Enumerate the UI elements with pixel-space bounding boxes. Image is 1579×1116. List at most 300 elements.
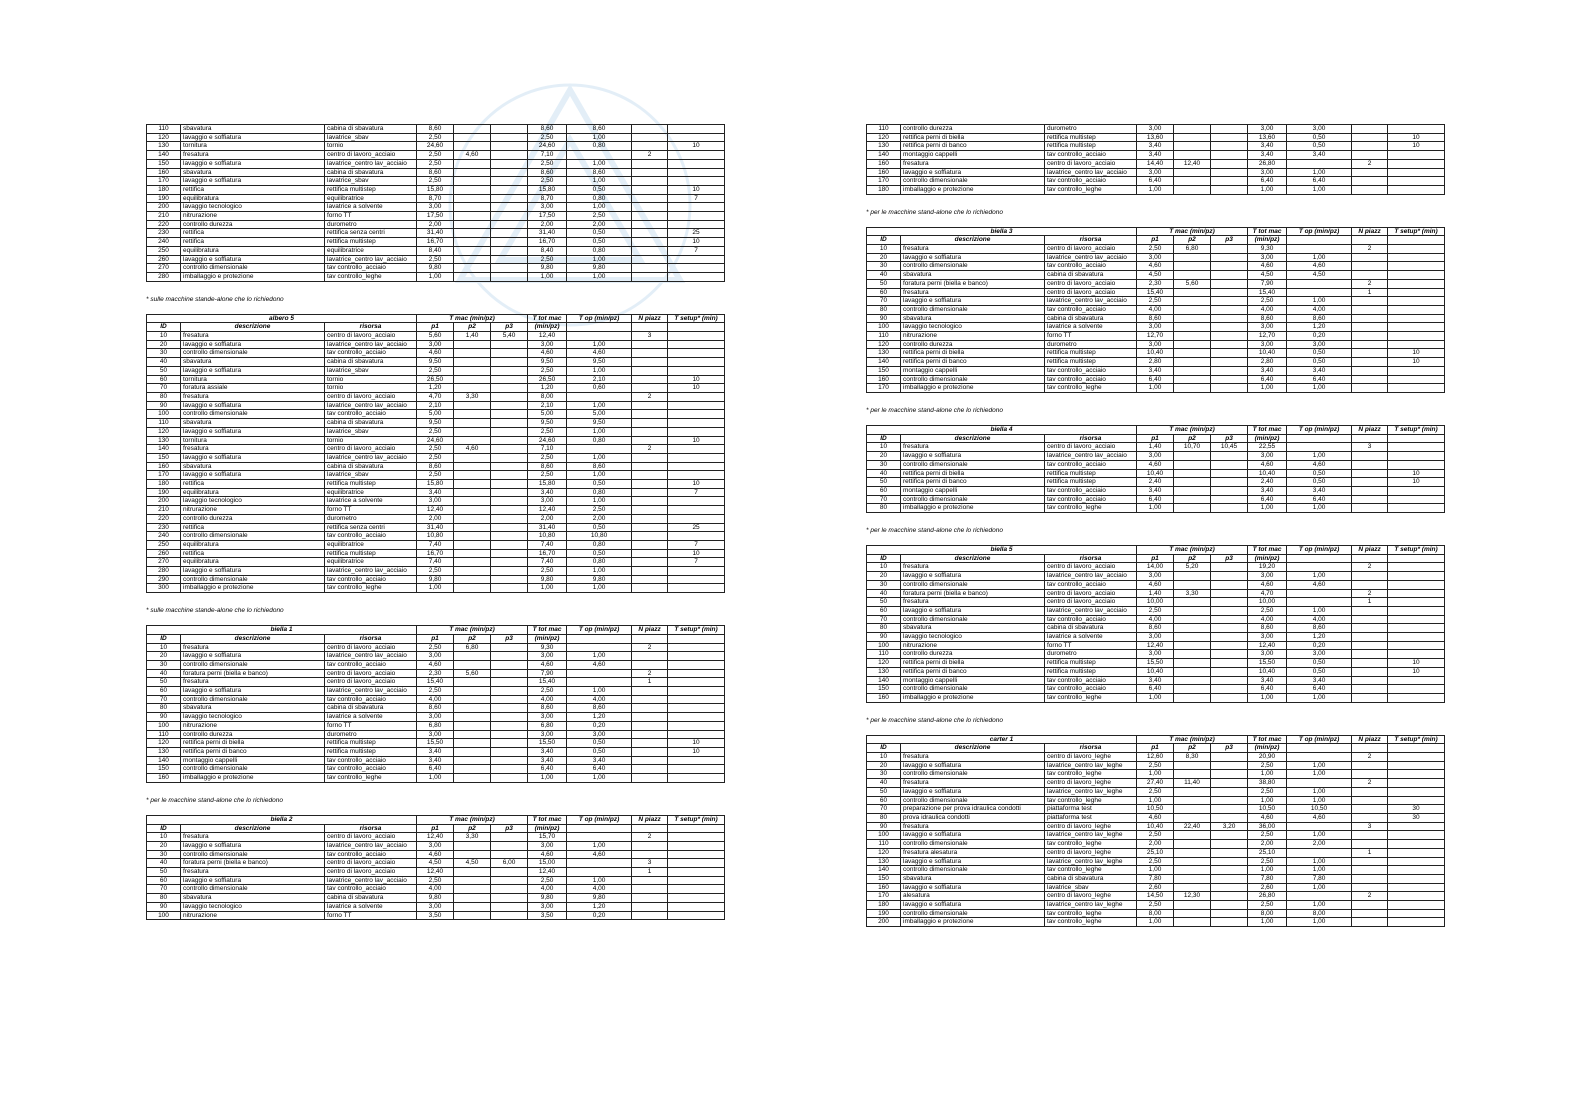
cell-p3 bbox=[491, 159, 528, 168]
cell-p3 bbox=[491, 392, 528, 401]
cell-npiazz: 2 bbox=[632, 669, 668, 678]
cell-npiazz bbox=[1352, 297, 1388, 306]
cell-ttot: 4,50 bbox=[1248, 271, 1287, 280]
header-ttot: T tot mac bbox=[528, 626, 567, 635]
cell-p2 bbox=[1174, 504, 1211, 513]
cell-desc: lavaggio e soffiatura bbox=[901, 297, 1045, 306]
cell-id: 100 bbox=[147, 410, 181, 419]
cell-p1: 2,50 bbox=[417, 177, 454, 186]
table-row bbox=[867, 443, 1445, 452]
header-id: ID bbox=[867, 236, 901, 245]
header-npiazz: N piazz bbox=[1352, 425, 1388, 434]
cell-p1: 12,40 bbox=[417, 868, 454, 877]
cell-top: 0,50 bbox=[1287, 667, 1352, 676]
cell-id: 30 bbox=[147, 349, 181, 358]
cell-p1: 2,50 bbox=[417, 567, 454, 576]
cell-p1: 12,40 bbox=[417, 833, 454, 842]
cell-top: 1,00 bbox=[567, 177, 632, 186]
cell-p3 bbox=[1211, 918, 1248, 927]
cell-p2 bbox=[1174, 288, 1211, 297]
cell-id: 110 bbox=[147, 419, 181, 428]
cell-top: 1,00 bbox=[567, 567, 632, 576]
cell-p1: 3,40 bbox=[1137, 151, 1174, 160]
cell-setup bbox=[668, 567, 725, 576]
cell-p2 bbox=[454, 410, 491, 419]
cell-desc: lavaggio tecnologico bbox=[901, 323, 1045, 332]
cell-desc: imballaggio e protezione bbox=[901, 384, 1045, 393]
cell-p1: 10,80 bbox=[417, 532, 454, 541]
cell-id: 180 bbox=[867, 185, 901, 194]
cell-ttot: 7,40 bbox=[528, 540, 567, 549]
cell-desc: controllo dimensionale bbox=[901, 770, 1045, 779]
cell-npiazz: 1 bbox=[1352, 288, 1388, 297]
cell-p3 bbox=[491, 523, 528, 532]
cell-desc: controllo dimensionale bbox=[901, 866, 1045, 875]
table-row bbox=[147, 488, 725, 497]
cell-id: 170 bbox=[147, 177, 181, 186]
cell-p1: 10,40 bbox=[1137, 822, 1174, 831]
cell-npiazz bbox=[632, 133, 668, 142]
cell-desc: controllo durezza bbox=[901, 125, 1045, 134]
cell-p2 bbox=[1174, 253, 1211, 262]
cell-setup bbox=[1388, 779, 1445, 788]
cell-desc: controllo durezza bbox=[181, 514, 325, 523]
cell-id: 110 bbox=[147, 125, 181, 134]
cell-p2 bbox=[454, 419, 491, 428]
cell-desc: equilibratura bbox=[181, 246, 325, 255]
cell-desc: lavaggio e soffiatura bbox=[901, 857, 1045, 866]
table-row bbox=[147, 868, 725, 877]
cell-npiazz bbox=[1352, 305, 1388, 314]
cell-p1: 3,00 bbox=[1137, 125, 1174, 134]
cell-top: 3,40 bbox=[1287, 151, 1352, 160]
cell-p1: 3,00 bbox=[1137, 650, 1174, 659]
cell-npiazz bbox=[632, 902, 668, 911]
cell-p1: 3,40 bbox=[1137, 486, 1174, 495]
cell-npiazz bbox=[632, 765, 668, 774]
cell-p1: 27,40 bbox=[1137, 779, 1174, 788]
table-title: biella 3 bbox=[867, 227, 1137, 236]
cell-p1: 2,50 bbox=[417, 687, 454, 696]
cell-npiazz bbox=[632, 532, 668, 541]
cell-setup bbox=[668, 850, 725, 859]
cell-setup: 7 bbox=[668, 558, 725, 567]
cell-p3 bbox=[491, 401, 528, 410]
cell-ttot: 2,50 bbox=[1248, 857, 1287, 866]
cell-ttot: 31,40 bbox=[528, 523, 567, 532]
cell-p3 bbox=[1211, 495, 1248, 504]
cell-npiazz bbox=[632, 238, 668, 247]
table-row bbox=[147, 730, 725, 739]
cell-p3 bbox=[491, 643, 528, 652]
cell-res: centro di lavoro_acciaio bbox=[1045, 245, 1137, 254]
cell-res: durometro bbox=[325, 220, 417, 229]
cell-ttot: 4,60 bbox=[528, 660, 567, 669]
cell-id: 20 bbox=[867, 572, 901, 581]
header-id: ID bbox=[147, 323, 181, 332]
cell-p3 bbox=[491, 436, 528, 445]
cell-res: tav controllo_acciaio bbox=[325, 695, 417, 704]
cell-id: 170 bbox=[147, 471, 181, 480]
cell-res: centro di lavoro_acciaio bbox=[325, 678, 417, 687]
cell-p2 bbox=[454, 185, 491, 194]
cell-setup: 7 bbox=[668, 488, 725, 497]
cell-p1: 15,80 bbox=[417, 185, 454, 194]
cell-npiazz bbox=[1352, 580, 1388, 589]
header-id: ID bbox=[147, 634, 181, 643]
cell-p2 bbox=[454, 471, 491, 480]
cell-id: 60 bbox=[867, 486, 901, 495]
cell-top: 4,60 bbox=[1287, 460, 1352, 469]
header-npiazz: N piazz bbox=[1352, 735, 1388, 744]
table-row bbox=[147, 272, 725, 281]
cell-res: equilibratrice bbox=[325, 194, 417, 203]
cell-res: forno TT bbox=[325, 212, 417, 221]
cell-p1: 9,80 bbox=[417, 264, 454, 273]
cell-id: 90 bbox=[147, 902, 181, 911]
cell-npiazz bbox=[1352, 366, 1388, 375]
table-row bbox=[147, 506, 725, 515]
cell-desc: lavaggio e soffiatura bbox=[181, 401, 325, 410]
cell-p1: 4,00 bbox=[1137, 305, 1174, 314]
cell-p3 bbox=[1211, 866, 1248, 875]
cell-id: 150 bbox=[147, 453, 181, 462]
cell-desc: sbavatura bbox=[181, 704, 325, 713]
cell-p2 bbox=[1174, 814, 1211, 823]
cell-npiazz bbox=[632, 264, 668, 273]
cell-setup: 10 bbox=[668, 375, 725, 384]
table-row bbox=[147, 859, 725, 868]
table-row bbox=[147, 652, 725, 661]
cell-desc: foratura perni (biella e banco) bbox=[181, 859, 325, 868]
cell-desc: rettifica perni di banco bbox=[901, 478, 1045, 487]
cell-top: 0,50 bbox=[567, 238, 632, 247]
cell-top bbox=[567, 868, 632, 877]
cell-ttot: 9,80 bbox=[528, 894, 567, 903]
cell-top: 1,00 bbox=[567, 255, 632, 264]
table-row bbox=[867, 452, 1445, 461]
table-row bbox=[867, 624, 1445, 633]
cell-p1: 2,50 bbox=[417, 471, 454, 480]
process-table bbox=[866, 227, 1445, 393]
cell-ttot: 4,00 bbox=[1248, 615, 1287, 624]
process-table bbox=[866, 545, 1445, 703]
cell-desc: controllo dimensionale bbox=[181, 349, 325, 358]
cell-res: rettifica multistep bbox=[1045, 133, 1137, 142]
cell-desc: imballaggio e protezione bbox=[901, 918, 1045, 927]
header-setup: T setup* (min) bbox=[1388, 546, 1445, 555]
cell-p3 bbox=[491, 366, 528, 375]
cell-ttot: 3,50 bbox=[528, 911, 567, 920]
cell-res: lavatrice_centro lav_leghe bbox=[1045, 787, 1137, 796]
cell-desc: fresatura bbox=[181, 678, 325, 687]
cell-p1: 6,80 bbox=[417, 721, 454, 730]
cell-desc: lavaggio e soffiatura bbox=[181, 841, 325, 850]
cell-top: 3,00 bbox=[1287, 125, 1352, 134]
cell-res: durometro bbox=[325, 514, 417, 523]
cell-top: 0,50 bbox=[567, 480, 632, 489]
cell-desc: rettifica bbox=[181, 185, 325, 194]
left-column bbox=[146, 124, 724, 920]
cell-p3 bbox=[1211, 349, 1248, 358]
cell-id: 80 bbox=[147, 894, 181, 903]
cell-npiazz bbox=[1352, 253, 1388, 262]
cell-p3 bbox=[1211, 848, 1248, 857]
cell-p1: 10,40 bbox=[1137, 667, 1174, 676]
cell-setup: 10 bbox=[668, 238, 725, 247]
cell-npiazz bbox=[1352, 384, 1388, 393]
cell-p2: 4,50 bbox=[454, 859, 491, 868]
cell-ttot: 31,40 bbox=[528, 229, 567, 238]
cell-setup bbox=[1388, 848, 1445, 857]
cell-npiazz bbox=[1352, 314, 1388, 323]
cell-top: 4,60 bbox=[1287, 580, 1352, 589]
cell-desc: rettifica perni di biella bbox=[901, 659, 1045, 668]
cell-id: 80 bbox=[867, 624, 901, 633]
header-descrizione: descrizione bbox=[901, 434, 1045, 443]
cell-id: 50 bbox=[867, 279, 901, 288]
header-p2: p2 bbox=[1174, 236, 1211, 245]
cell-p3 bbox=[1211, 563, 1248, 572]
cell-ttot: 26,80 bbox=[1248, 159, 1287, 168]
cell-ttot: 2,50 bbox=[528, 687, 567, 696]
cell-res: rettifica multistep bbox=[1045, 659, 1137, 668]
cell-setup bbox=[1388, 615, 1445, 624]
cell-p3 bbox=[491, 911, 528, 920]
header-descrizione: descrizione bbox=[181, 323, 325, 332]
cell-p3 bbox=[1211, 305, 1248, 314]
cell-ttot: 24,60 bbox=[528, 142, 567, 151]
table-row bbox=[867, 185, 1445, 194]
cell-top: 10,50 bbox=[1287, 805, 1352, 814]
cell-setup bbox=[668, 841, 725, 850]
cell-ttot: 22,55 bbox=[1248, 443, 1287, 452]
cell-npiazz: 1 bbox=[1352, 848, 1388, 857]
cell-ttot: 9,30 bbox=[1248, 245, 1287, 254]
cell-setup bbox=[1388, 504, 1445, 513]
table-row bbox=[147, 739, 725, 748]
cell-desc: rettifica bbox=[181, 229, 325, 238]
cell-setup bbox=[668, 366, 725, 375]
header-p3: p3 bbox=[1211, 744, 1248, 753]
cell-p3 bbox=[1211, 667, 1248, 676]
process-table bbox=[146, 314, 725, 594]
cell-p3 bbox=[1211, 685, 1248, 694]
cell-p2 bbox=[1174, 486, 1211, 495]
cell-desc: rettifica perni di banco bbox=[901, 358, 1045, 367]
cell-top: 4,00 bbox=[1287, 615, 1352, 624]
cell-ttot: 7,90 bbox=[528, 669, 567, 678]
cell-desc: fresatura bbox=[901, 159, 1045, 168]
table-row bbox=[867, 667, 1445, 676]
cell-p3 bbox=[1211, 753, 1248, 762]
cell-res: tav controllo_acciaio bbox=[325, 532, 417, 541]
cell-top: 1,00 bbox=[567, 774, 632, 783]
cell-top: 1,00 bbox=[1287, 452, 1352, 461]
cell-desc: lavaggio e soffiatura bbox=[181, 652, 325, 661]
cell-setup bbox=[668, 902, 725, 911]
table-row bbox=[867, 676, 1445, 685]
table-row bbox=[147, 462, 725, 471]
cell-p3 bbox=[491, 453, 528, 462]
cell-id: 70 bbox=[147, 384, 181, 393]
cell-p1: 3,00 bbox=[417, 713, 454, 722]
table-header-row-2 bbox=[867, 434, 1445, 443]
cell-p3 bbox=[491, 885, 528, 894]
cell-npiazz bbox=[1352, 840, 1388, 849]
cell-p2 bbox=[1174, 323, 1211, 332]
cell-p1: 2,50 bbox=[417, 151, 454, 160]
cell-res: lavatrice_centro lav_acciaio bbox=[325, 401, 417, 410]
cell-p3 bbox=[491, 168, 528, 177]
cell-desc: rettifica perni di banco bbox=[901, 667, 1045, 676]
cell-p3 bbox=[491, 669, 528, 678]
cell-id: 210 bbox=[147, 506, 181, 515]
cell-res: lavatrice a solvente bbox=[1045, 323, 1137, 332]
cell-p1: 3,00 bbox=[1137, 340, 1174, 349]
cell-setup bbox=[1388, 297, 1445, 306]
table-header-row-2 bbox=[867, 236, 1445, 245]
cell-ttot: 2,50 bbox=[1248, 297, 1287, 306]
cell-npiazz bbox=[632, 453, 668, 462]
cell-res: centro di lavoro_acciaio bbox=[1045, 598, 1137, 607]
table-title: carter 1 bbox=[867, 735, 1137, 744]
cell-p2 bbox=[1174, 297, 1211, 306]
cell-npiazz bbox=[1352, 883, 1388, 892]
cell-p2 bbox=[454, 229, 491, 238]
cell-npiazz bbox=[1352, 874, 1388, 883]
cell-top: 8,60 bbox=[567, 168, 632, 177]
cell-p2 bbox=[1174, 659, 1211, 668]
cell-id: 130 bbox=[147, 436, 181, 445]
cell-npiazz bbox=[1352, 349, 1388, 358]
cell-p1: 3,00 bbox=[1137, 452, 1174, 461]
cell-top: 0,80 bbox=[567, 436, 632, 445]
cell-top: 0,50 bbox=[567, 748, 632, 757]
cell-top: 5,00 bbox=[567, 410, 632, 419]
header-top: T op (min/pz) bbox=[567, 626, 632, 635]
cell-npiazz bbox=[1352, 460, 1388, 469]
cell-top: 6,40 bbox=[1287, 177, 1352, 186]
cell-top: 1,00 bbox=[567, 652, 632, 661]
header-top: T op (min/pz) bbox=[1287, 425, 1352, 434]
cell-desc: lavaggio e soffiatura bbox=[901, 761, 1045, 770]
cell-setup bbox=[668, 695, 725, 704]
table-row bbox=[867, 125, 1445, 134]
table-title: biella 2 bbox=[147, 815, 417, 824]
cell-p1: 4,50 bbox=[1137, 271, 1174, 280]
cell-p3 bbox=[491, 833, 528, 842]
cell-ttot: 4,60 bbox=[1248, 814, 1287, 823]
table-row bbox=[147, 894, 725, 903]
table-row bbox=[867, 159, 1445, 168]
cell-top: 0,20 bbox=[567, 911, 632, 920]
cell-id: 160 bbox=[147, 774, 181, 783]
cell-npiazz bbox=[1352, 805, 1388, 814]
cell-ttot: 1,00 bbox=[528, 584, 567, 593]
cell-p2 bbox=[454, 264, 491, 273]
cell-res: centro di lavoro_acciaio bbox=[325, 392, 417, 401]
cell-res: lavatrice_centro lav_acciaio bbox=[1045, 572, 1137, 581]
table-header-row-2 bbox=[867, 554, 1445, 563]
cell-p2 bbox=[454, 756, 491, 765]
cell-setup: 10 bbox=[668, 384, 725, 393]
cell-p1: 5,00 bbox=[417, 410, 454, 419]
cell-res: lavatrice_sbav bbox=[1045, 883, 1137, 892]
cell-res: lavatrice_centro lav_leghe bbox=[1045, 831, 1137, 840]
cell-res: tav controllo_acciaio bbox=[325, 660, 417, 669]
cell-p2 bbox=[454, 885, 491, 894]
cell-top bbox=[567, 151, 632, 160]
cell-ttot: 2,50 bbox=[528, 177, 567, 186]
cell-p1: 3,00 bbox=[1137, 572, 1174, 581]
cell-desc: fresatura bbox=[181, 392, 325, 401]
cell-id: 10 bbox=[867, 443, 901, 452]
cell-p1: 1,00 bbox=[1137, 185, 1174, 194]
cell-ttot: 8,00 bbox=[528, 392, 567, 401]
cell-res: lavatrice_centro lav_acciaio bbox=[325, 453, 417, 462]
table-title: biella 1 bbox=[147, 626, 417, 635]
cell-res: tav controllo_leghe bbox=[1045, 384, 1137, 393]
cell-p1: 15,50 bbox=[1137, 659, 1174, 668]
cell-desc: preparazione per prova idraulica condotti bbox=[901, 805, 1045, 814]
cell-p2 bbox=[1174, 761, 1211, 770]
cell-npiazz bbox=[632, 695, 668, 704]
cell-p3 bbox=[1211, 633, 1248, 642]
header-risorsa: risorsa bbox=[1045, 554, 1137, 563]
table-row bbox=[147, 151, 725, 160]
cell-desc: rettifica perni di biella bbox=[901, 349, 1045, 358]
cell-npiazz bbox=[632, 841, 668, 850]
table-row bbox=[867, 478, 1445, 487]
cell-desc: fresatura bbox=[181, 151, 325, 160]
cell-setup: 25 bbox=[668, 229, 725, 238]
cell-id: 80 bbox=[147, 704, 181, 713]
header-setup: T setup* (min) bbox=[1388, 735, 1445, 744]
cell-npiazz bbox=[632, 410, 668, 419]
cell-ttot: 2,50 bbox=[1248, 787, 1287, 796]
cell-desc: controllo dimensionale bbox=[901, 840, 1045, 849]
cell-ttot: 4,60 bbox=[528, 349, 567, 358]
cell-res: centro di lavoro_acciaio bbox=[325, 445, 417, 454]
cell-id: 100 bbox=[867, 641, 901, 650]
table-row bbox=[147, 142, 725, 151]
cell-desc: controllo dimensionale bbox=[181, 660, 325, 669]
cell-res: centro di lavoro_acciaio bbox=[1045, 563, 1137, 572]
cell-id: 280 bbox=[147, 272, 181, 281]
table-row bbox=[867, 753, 1445, 762]
cell-ttot: 3,40 bbox=[1248, 151, 1287, 160]
cell-p2 bbox=[1174, 469, 1211, 478]
cell-desc: lavaggio tecnologico bbox=[181, 203, 325, 212]
cell-id: 80 bbox=[867, 504, 901, 513]
cell-id: 220 bbox=[147, 514, 181, 523]
cell-res: tornio bbox=[325, 436, 417, 445]
cell-id: 120 bbox=[867, 848, 901, 857]
cell-desc: controllo dimensionale bbox=[901, 262, 1045, 271]
cell-id: 120 bbox=[147, 133, 181, 142]
cell-ttot: 3,00 bbox=[528, 841, 567, 850]
header-blank bbox=[1352, 236, 1388, 245]
cell-ttot: 2,50 bbox=[1248, 831, 1287, 840]
cell-npiazz bbox=[632, 540, 668, 549]
cell-p1: 14,00 bbox=[1137, 563, 1174, 572]
cell-desc: controllo dimensionale bbox=[181, 885, 325, 894]
cell-res: tav controllo_acciaio bbox=[325, 575, 417, 584]
cell-top: 1,00 bbox=[1287, 883, 1352, 892]
cell-npiazz: 2 bbox=[1352, 159, 1388, 168]
cell-p1: 16,70 bbox=[417, 549, 454, 558]
